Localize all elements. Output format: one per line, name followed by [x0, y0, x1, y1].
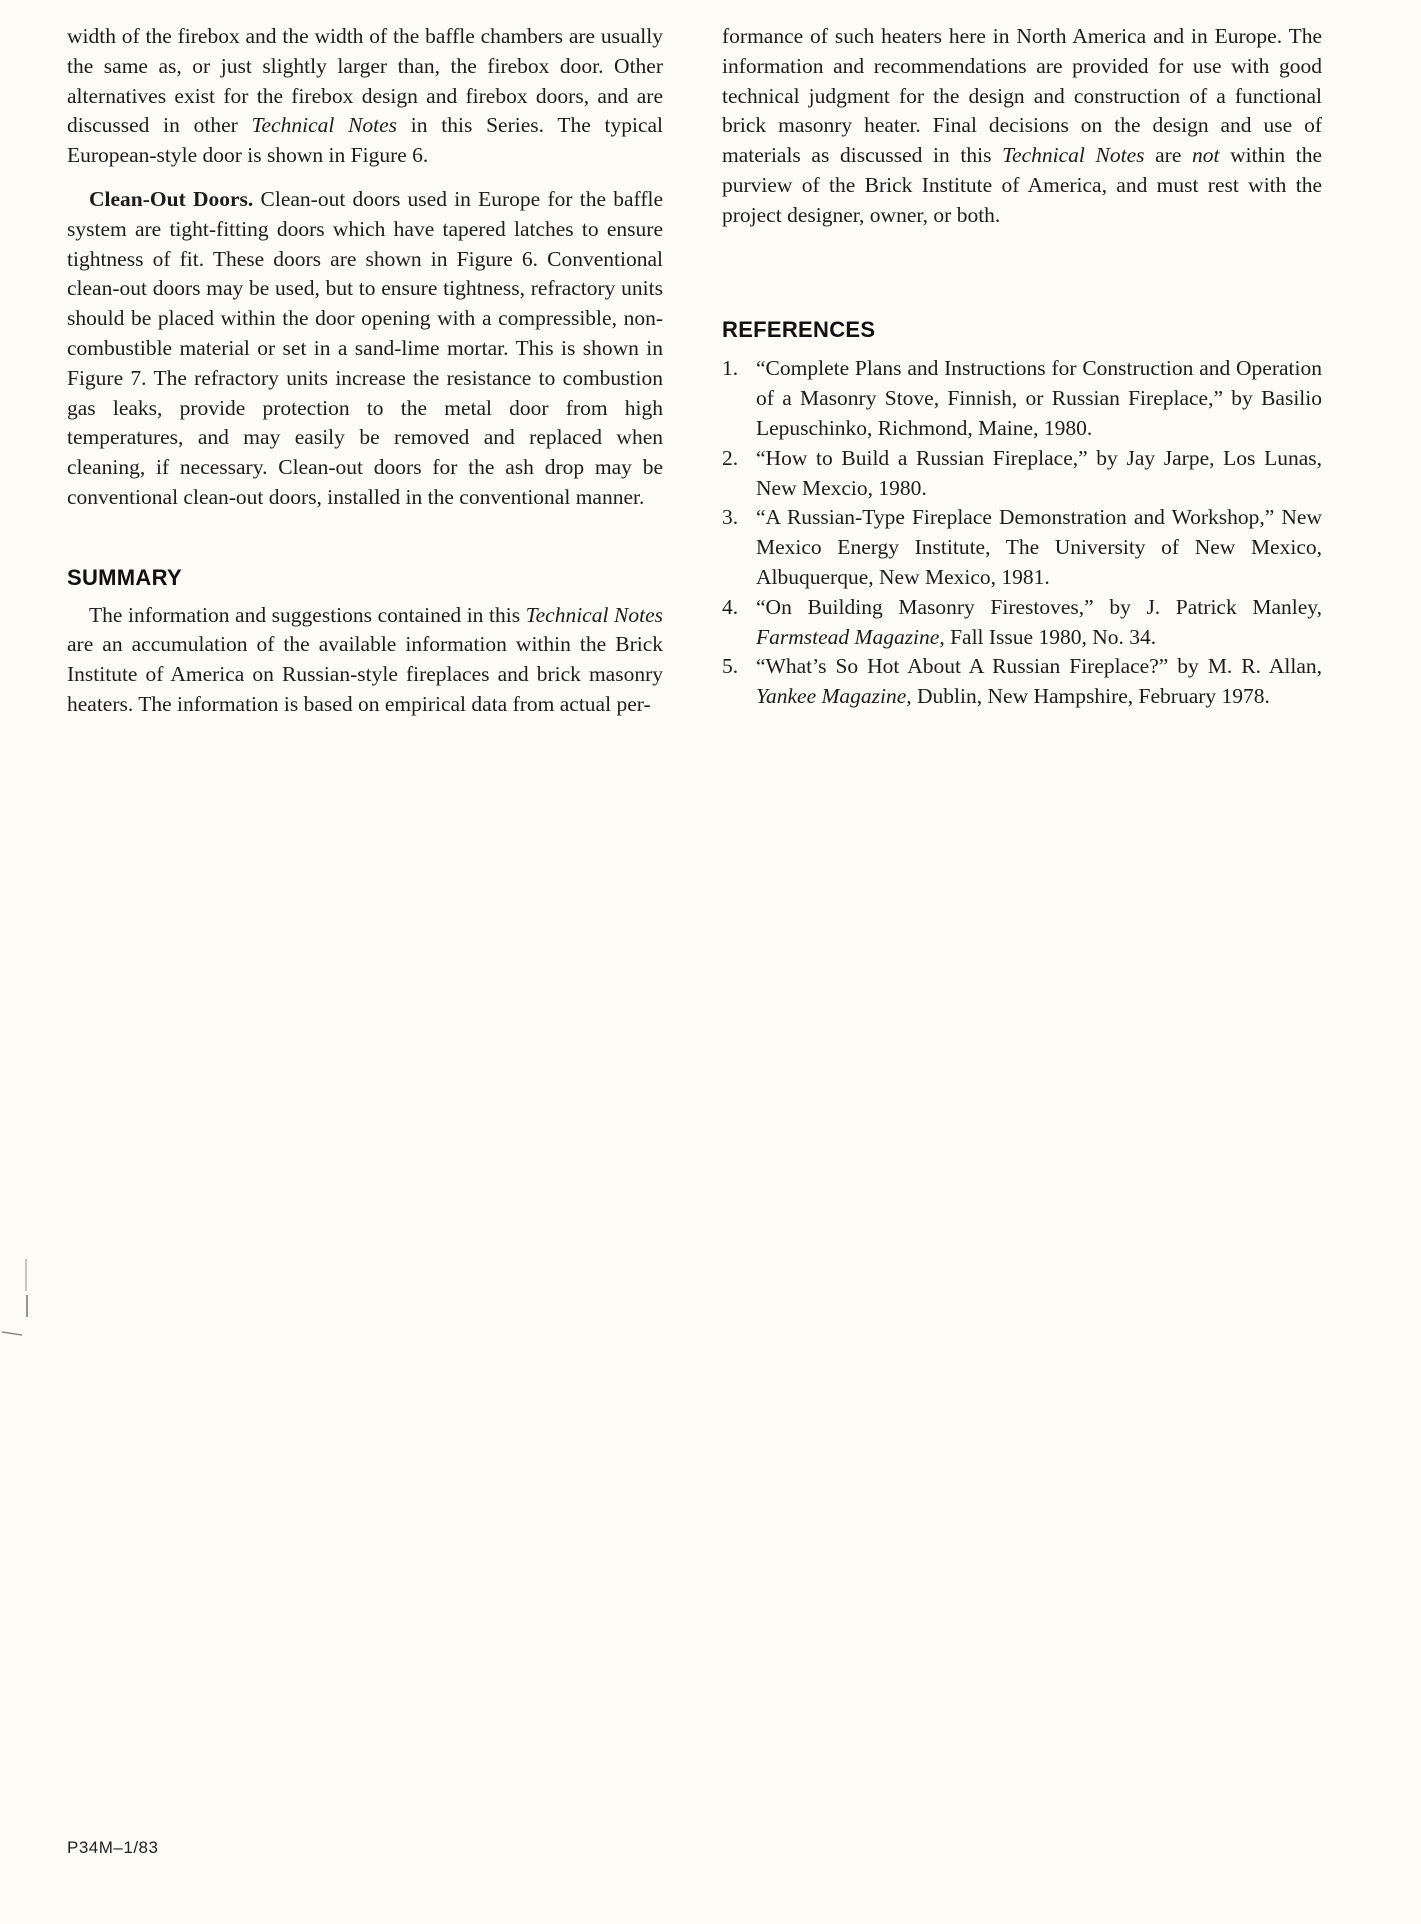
- left-column: [67, 22, 663, 720]
- summary-continued-paragraph: formance of such heaters here in North America and in Europe. The information and recommendations are provided for use with good technical judgment for the design and construction of a functional brick masonry heater. Final decisions on the design and use of materials as discussed in this Technical Notes are not within the purview of the Brick Institute of America, and must rest with the project designer, owner, or both.: [722, 24, 1322, 227]
- reference-item: 2. “How to Build a Russian Fireplace,” by Jay Jarpe, Los Lunas, New Mexcio, 1980.: [722, 445, 1322, 500]
- summary-heading: SUMMARY: [67, 564, 182, 590]
- right-column: [722, 22, 1322, 712]
- scan-edge-mark: [0, 1255, 40, 1345]
- document-code: P34M–1/83: [67, 1838, 159, 1857]
- reference-item: 4. “On Building Masonry Firestoves,” by J. Patrick Manley, Farmstead Magazine, Fall Issue 1980, No. 34.: [722, 594, 1322, 649]
- cleanout-doors-paragraph: Clean-Out Doors. Clean-out doors used in Europe for the baffle system are tight-fitting doors which have tapered latches to ensure tightness of fit. These doors are shown in Figure 6. Conventional clean-out doors may be used, but to ensure tightness, refractory units should be placed within the door opening with a compressible, non-combustible material or set in a sand-lime mortar. This is shown in Figure 7. The refractory units increase the resistance to combustion gas leaks, provide protection to the metal door from high temperatures, and may easily be removed and replaced when cleaning, if necessary. Clean-out doors for the ash drop may be conventional clean-out doors, installed in the conventional manner.: [67, 186, 663, 509]
- reference-item: 5. “What’s So Hot About A Russian Fireplace?” by M. R. Allan, Yankee Magazine, Dublin, New Hampshire, February 1978.: [722, 654, 1322, 709]
- intro-paragraph: width of the firebox and the width of the baffle chambers are usually the same as, or just slightly larger than, the firebox door. Other alternatives exist for the firebox design and firebox doors, and are discussed in other Technical Notes in this Series. The typical European-style door is shown in Figure 6.: [67, 24, 663, 168]
- reference-item: 3. “A Russian-Type Fireplace Demonstration and Workshop,” New Mexico Energy Institute, The University of New Mexico, Albuquerque, New Mexico, 1981.: [722, 505, 1322, 589]
- references-heading: REFERENCES: [722, 316, 876, 342]
- reference-item: 1. “Complete Plans and Instructions for Construction and Operation of a Masonry Stove, Finnish, or Russian Fireplace,” by Basilio Lepuschinko, Richmond, Maine, 1980.: [722, 356, 1322, 440]
- references-list: [722, 354, 1322, 712]
- cleanout-doors-lead: Clean-Out Doors.: [89, 186, 254, 211]
- summary-paragraph: The information and suggestions contained in this Technical Notes are an accumulation of the available information within the Brick Institute of America on Russian-style fireplaces and brick masonry heaters. The information is based on empirical data from actual per-: [67, 602, 663, 716]
